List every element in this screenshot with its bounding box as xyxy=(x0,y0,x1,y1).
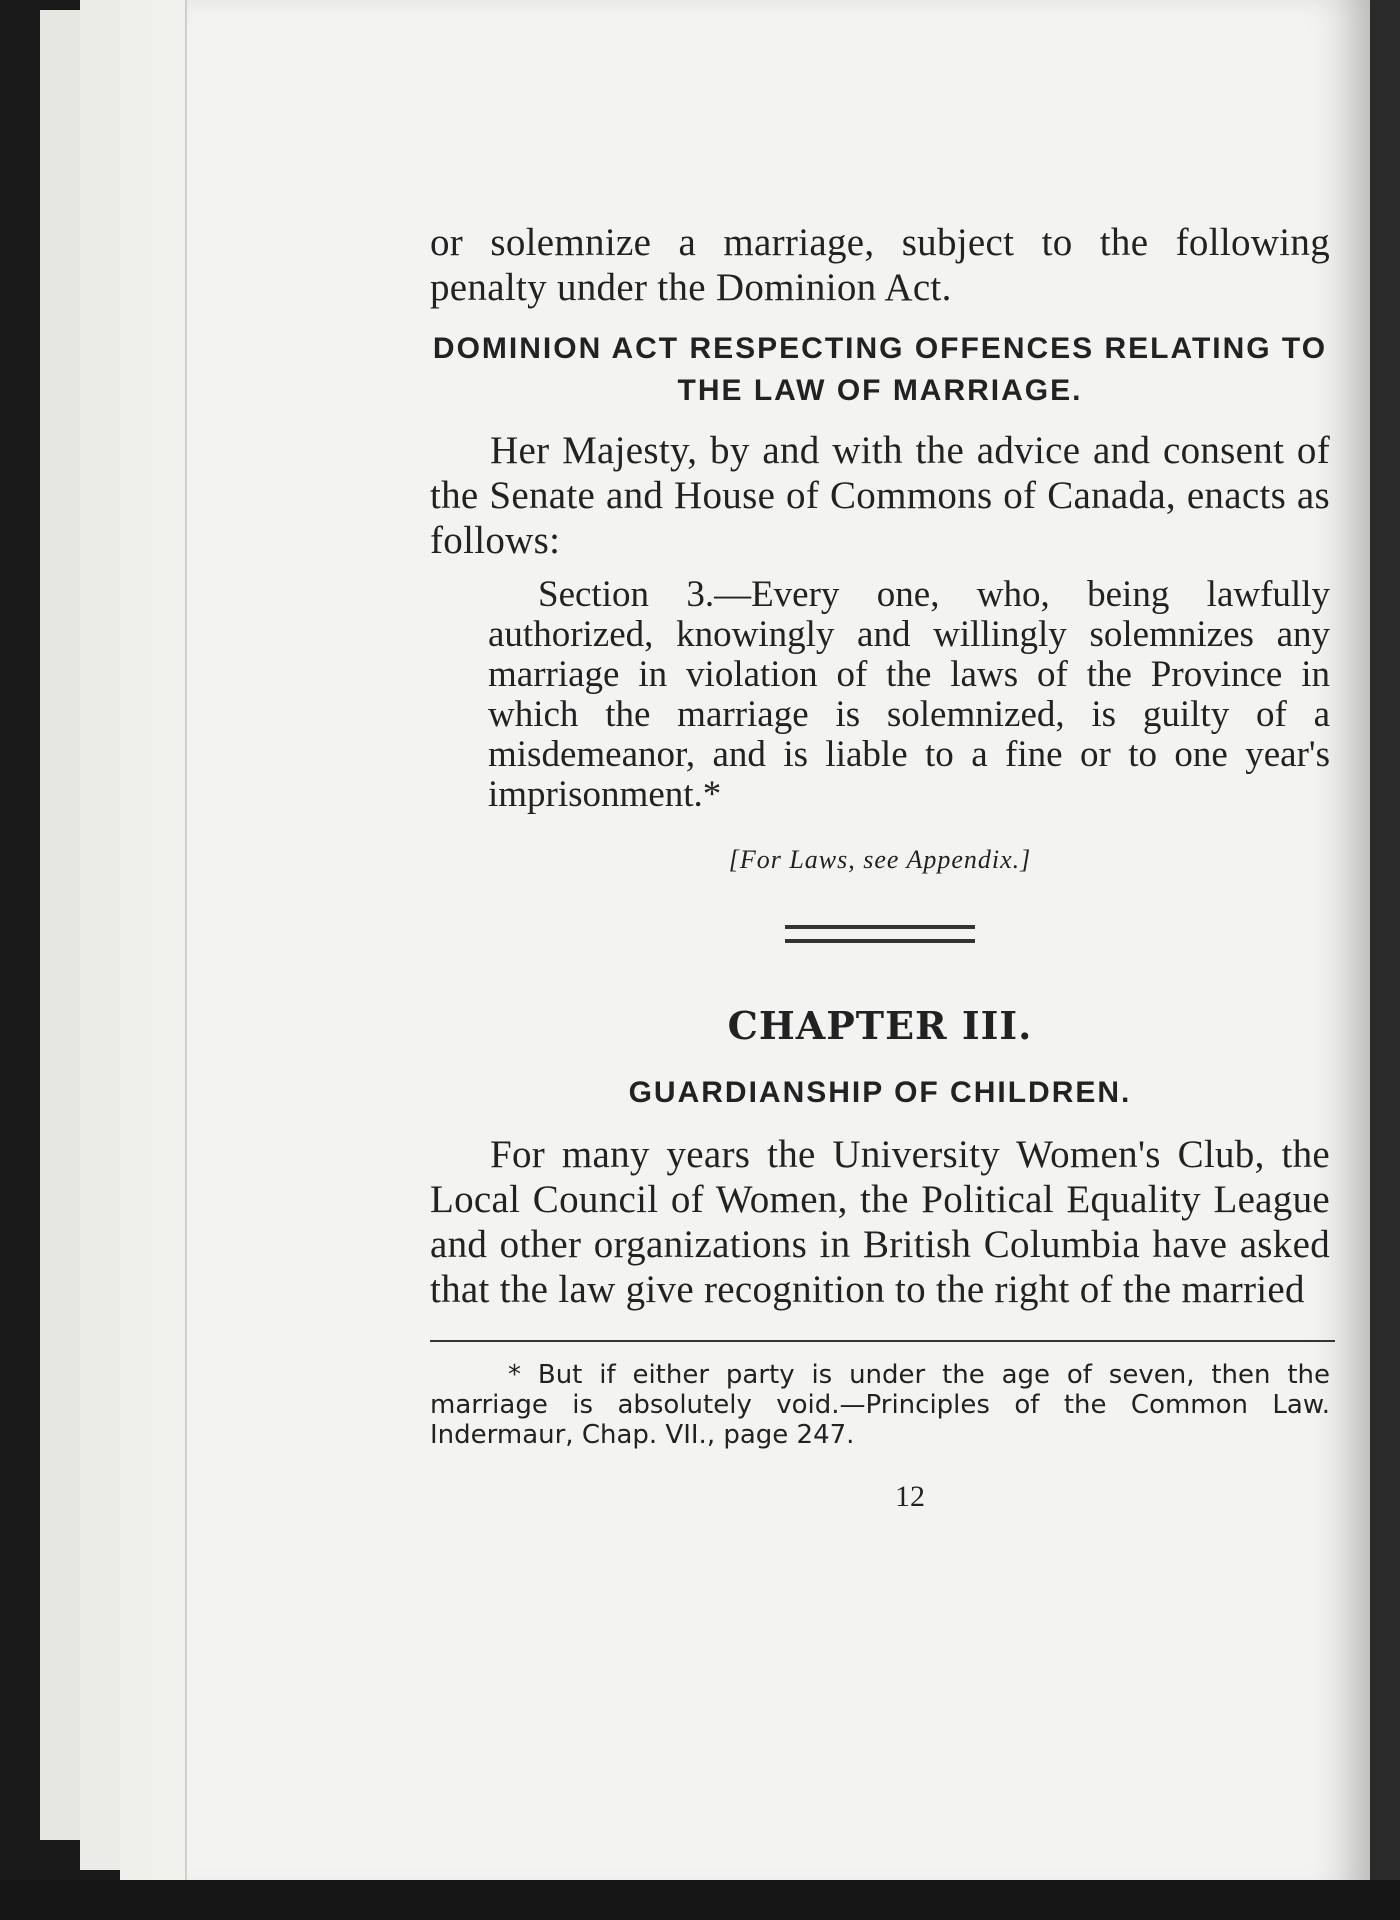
section-quote: Section 3.—Every one, who, being lawfully authorized, knowingly and willingly solemnizes any marriage in violation of the laws of the Province in which the marriage is solemnized, is guilty of a misdemeanor, and is liable to a fine or to one year's imprisonment.* xyxy=(488,574,1330,815)
page-shadow xyxy=(1370,0,1400,1920)
page-text xyxy=(430,220,1330,1514)
chapter-title: CHAPTER III. xyxy=(727,1003,1033,1048)
enactment-paragraph: Her Majesty, by and with the advice and consent of the Senate and House of Commons of Canada, enacts as follows: xyxy=(430,429,1330,562)
page-shadow xyxy=(0,1880,1400,1920)
page-number: 12 xyxy=(895,1480,925,1513)
continuation-paragraph: or solemnize a marriage, subject to the following penalty under the Dominion Act. xyxy=(430,221,1330,309)
section-divider xyxy=(785,925,975,943)
chapter-paragraph: For many years the University Women's Club, the Local Council of Women, the Political Equality League and other organizations in British Columbia have asked that the law give recognition to the right of the married xyxy=(430,1133,1330,1311)
footnote-divider xyxy=(430,1340,1335,1342)
appendix-reference: [For Laws, see Appendix.] xyxy=(728,845,1032,874)
chapter-subtitle: GUARDIANSHIP OF CHILDREN. xyxy=(628,1076,1132,1109)
footnote: * But if either party is under the age of seven, then the marriage is absolutely void.—Principles of the Common Law. Indermaur, Chap. VII., page 247. xyxy=(430,1360,1330,1450)
act-heading: DOMINION ACT RESPECTING OFFENCES RELATING TO THE LAW OF MARRIAGE. xyxy=(432,332,1328,407)
